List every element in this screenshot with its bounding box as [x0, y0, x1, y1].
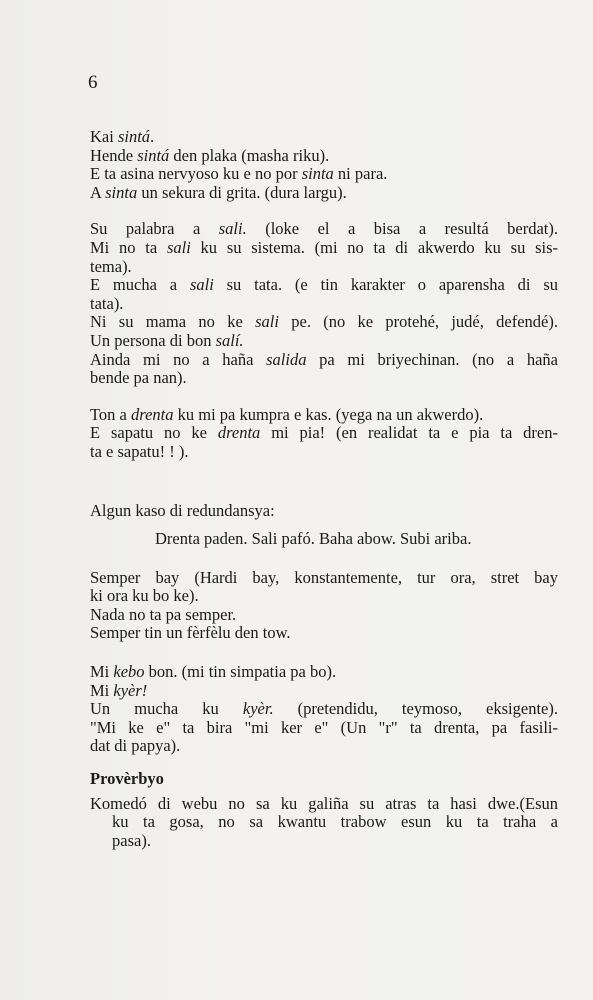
paragraph-redundansya	[90, 502, 558, 549]
paragraph-semper	[90, 569, 558, 643]
text-line: Su palabra a sali. (loke el a bisa a resultá berdat).	[90, 219, 558, 239]
paragraph-proverb	[90, 795, 558, 851]
text-line: Mi no ta sali ku su sistema. (mi no ta di akwerdo ku su sis-	[90, 237, 559, 257]
text-line: Un mucha ku kyèr. (pretendidu, teymoso, eksigente).	[90, 699, 558, 719]
text-line: Mi kyèr!	[90, 680, 148, 700]
paragraph-drenta	[90, 406, 558, 462]
text-line: Semper tin un fèrfèlu den tow.	[90, 623, 291, 643]
text-line: Un persona di bon salí.	[90, 330, 244, 350]
text-line: Ainda mi no a haña salida pa mi briyechinan. (no a haña	[90, 349, 558, 369]
text-line: Ton a drenta ku mi pa kumpra e kas. (yega na un akwerdo).	[90, 404, 484, 424]
text-line: Semper bay (Hardi bay, konstantemente, tur ora, stret bay	[90, 567, 558, 587]
text-line: ta e sapatu! ! ).	[90, 441, 189, 461]
text-line: E mucha a sali su tata. (e tin karakter o aparensha di su	[90, 275, 559, 295]
section-heading: Provèrbyo	[90, 769, 164, 789]
page-text	[90, 128, 558, 850]
text-line: ku ta gosa, no sa kwantu trabow esun ku ta traha a	[112, 812, 558, 832]
text-line: "Mi ke e" ta bira "mi ker e" (Un "r" ta drenta, pa fasili-	[90, 717, 558, 737]
text-line: Komedó di webu no sa ku galiña su atras ta hasi dwe.(Esun	[90, 793, 558, 813]
text-line: Mi kebo bon. (mi tin simpatia pa bo).	[90, 662, 337, 682]
paragraph-sinta	[90, 128, 558, 202]
text-line: E sapatu no ke drenta mi pia! (en realidat ta e pia ta dren-	[90, 423, 558, 443]
text-line: E ta asina nervyoso ku e no por sinta ni para.	[90, 164, 388, 184]
text-line: tema).	[90, 256, 132, 276]
text-line: tata).	[90, 293, 124, 313]
text-line: Algun kaso di redundansya:	[90, 500, 275, 520]
text-line: A sinta un sekura di grita. (dura largu).	[90, 182, 347, 202]
paragraph-kebo	[90, 663, 558, 756]
text-line: dat di papya).	[90, 736, 181, 756]
text-line: Kai sintá.	[90, 127, 155, 146]
text-line: Hende sintá den plaka (masha riku).	[90, 145, 330, 165]
example-line: Drenta paden. Sali pafó. Baha abow. Subi ariba.	[155, 529, 472, 549]
paragraph-sali	[90, 220, 558, 387]
text-line: Nada no ta pa semper.	[90, 604, 237, 624]
text-line: ki ora ku bo ke).	[90, 586, 199, 606]
text-line: Ni su mama no ke sali pe. (no ke protehé, judé, defendé).	[90, 312, 558, 332]
page-number: 6	[88, 72, 98, 93]
text-line: bende pa nan).	[90, 368, 187, 388]
text-line: pasa).	[112, 830, 151, 850]
